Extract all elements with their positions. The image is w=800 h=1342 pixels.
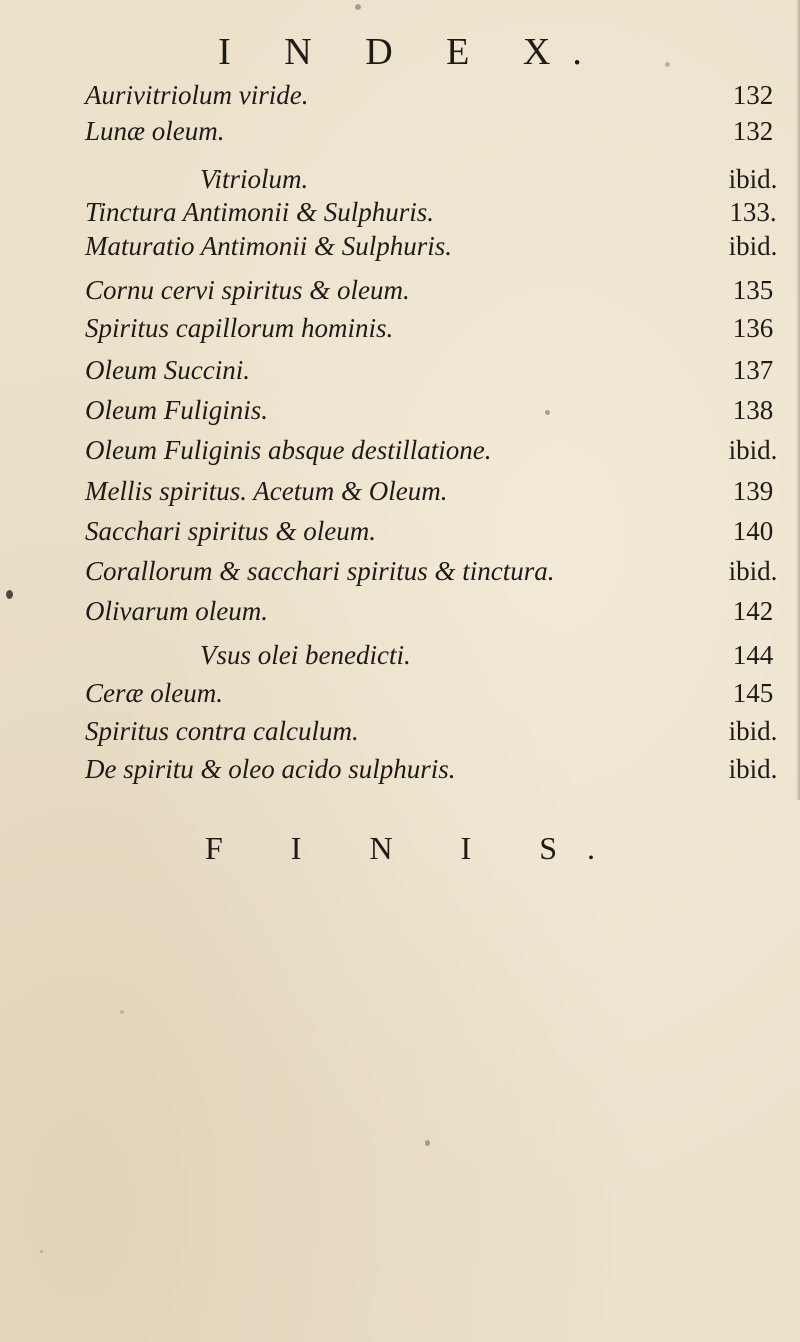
entry-title: Sacchari spiritus & oleum. — [85, 516, 376, 546]
index-entry — [0, 514, 800, 548]
index-entry — [0, 752, 800, 786]
paper-speck — [665, 62, 670, 67]
entry-title: Vitriolum. — [200, 164, 309, 194]
entry-title: Maturatio Antimonii & Sulphuris. — [85, 231, 453, 261]
index-entry — [0, 78, 800, 112]
entry-title: Corallorum & sacchari spiritus & tinctura. — [85, 556, 555, 586]
entry-page-number: ibid. — [728, 231, 778, 261]
index-entry — [0, 393, 800, 427]
entry-page-number: ibid. — [728, 556, 778, 586]
entry-page-number: ibid. — [728, 435, 778, 465]
entry-title: Ceræ oleum. — [85, 678, 223, 708]
index-entry — [0, 311, 800, 345]
entry-page-number: ibid. — [728, 716, 778, 746]
index-entry — [0, 162, 800, 196]
entry-title: Oleum Succini. — [85, 355, 250, 385]
entry-title: Aurivitriolum viride. — [85, 80, 309, 110]
entry-page-number: 139 — [732, 476, 774, 506]
entry-page-number: 140 — [732, 516, 774, 546]
index-entry — [0, 638, 800, 672]
index-entry — [0, 353, 800, 387]
entry-title: Spiritus contra calculum. — [85, 716, 359, 746]
entry-page-number: 145 — [732, 678, 774, 708]
entry-title: Oleum Fuliginis absque destillatione. — [85, 435, 492, 465]
finis-colophon: F I N I S. — [204, 830, 625, 866]
paper-speck — [425, 1140, 430, 1146]
entry-page-number: 132 — [732, 116, 774, 146]
entry-page-number: 132 — [732, 80, 774, 110]
entry-title: De spiritu & oleo acido sulphuris. — [85, 754, 456, 784]
paper-speck — [120, 1010, 124, 1014]
entry-page-number: ibid. — [728, 754, 778, 784]
entry-title: Vsus olei benedicti. — [200, 640, 411, 670]
entry-page-number: 137 — [732, 355, 774, 385]
index-entry — [0, 474, 800, 508]
entry-page-number: ibid. — [728, 164, 778, 194]
entry-title: Olivarum oleum. — [85, 596, 268, 626]
index-entry — [0, 714, 800, 748]
entry-title: Spiritus capillorum hominis. — [85, 313, 394, 343]
paper-speck — [545, 410, 550, 415]
index-entry — [0, 195, 800, 229]
entry-title: Cornu cervi spiritus & oleum. — [85, 275, 410, 305]
entry-page-number: 136 — [732, 313, 774, 343]
entry-title: Oleum Fuliginis. — [85, 395, 268, 425]
paper-speck — [6, 590, 13, 599]
entry-title: Tinctura Antimonii & Sulphuris. — [85, 197, 435, 227]
entry-title: Mellis spiritus. Acetum & Oleum. — [85, 476, 448, 506]
index-entry — [0, 433, 800, 467]
index-entry — [0, 594, 800, 628]
paper-speck — [355, 4, 361, 10]
entry-page-number: 133. — [729, 197, 777, 227]
index-heading: I N D E X. — [218, 31, 604, 73]
entry-page-number: 138 — [732, 395, 774, 425]
index-entry — [0, 229, 800, 263]
index-entry — [0, 114, 800, 148]
entry-title: Lunæ oleum. — [85, 116, 225, 146]
index-entry — [0, 273, 800, 307]
entry-page-number: 142 — [732, 596, 774, 626]
index-entry — [0, 554, 800, 588]
entry-page-number: 135 — [732, 275, 774, 305]
index-entry — [0, 676, 800, 710]
entry-page-number: 144 — [732, 640, 774, 670]
paper-speck — [40, 1250, 43, 1253]
